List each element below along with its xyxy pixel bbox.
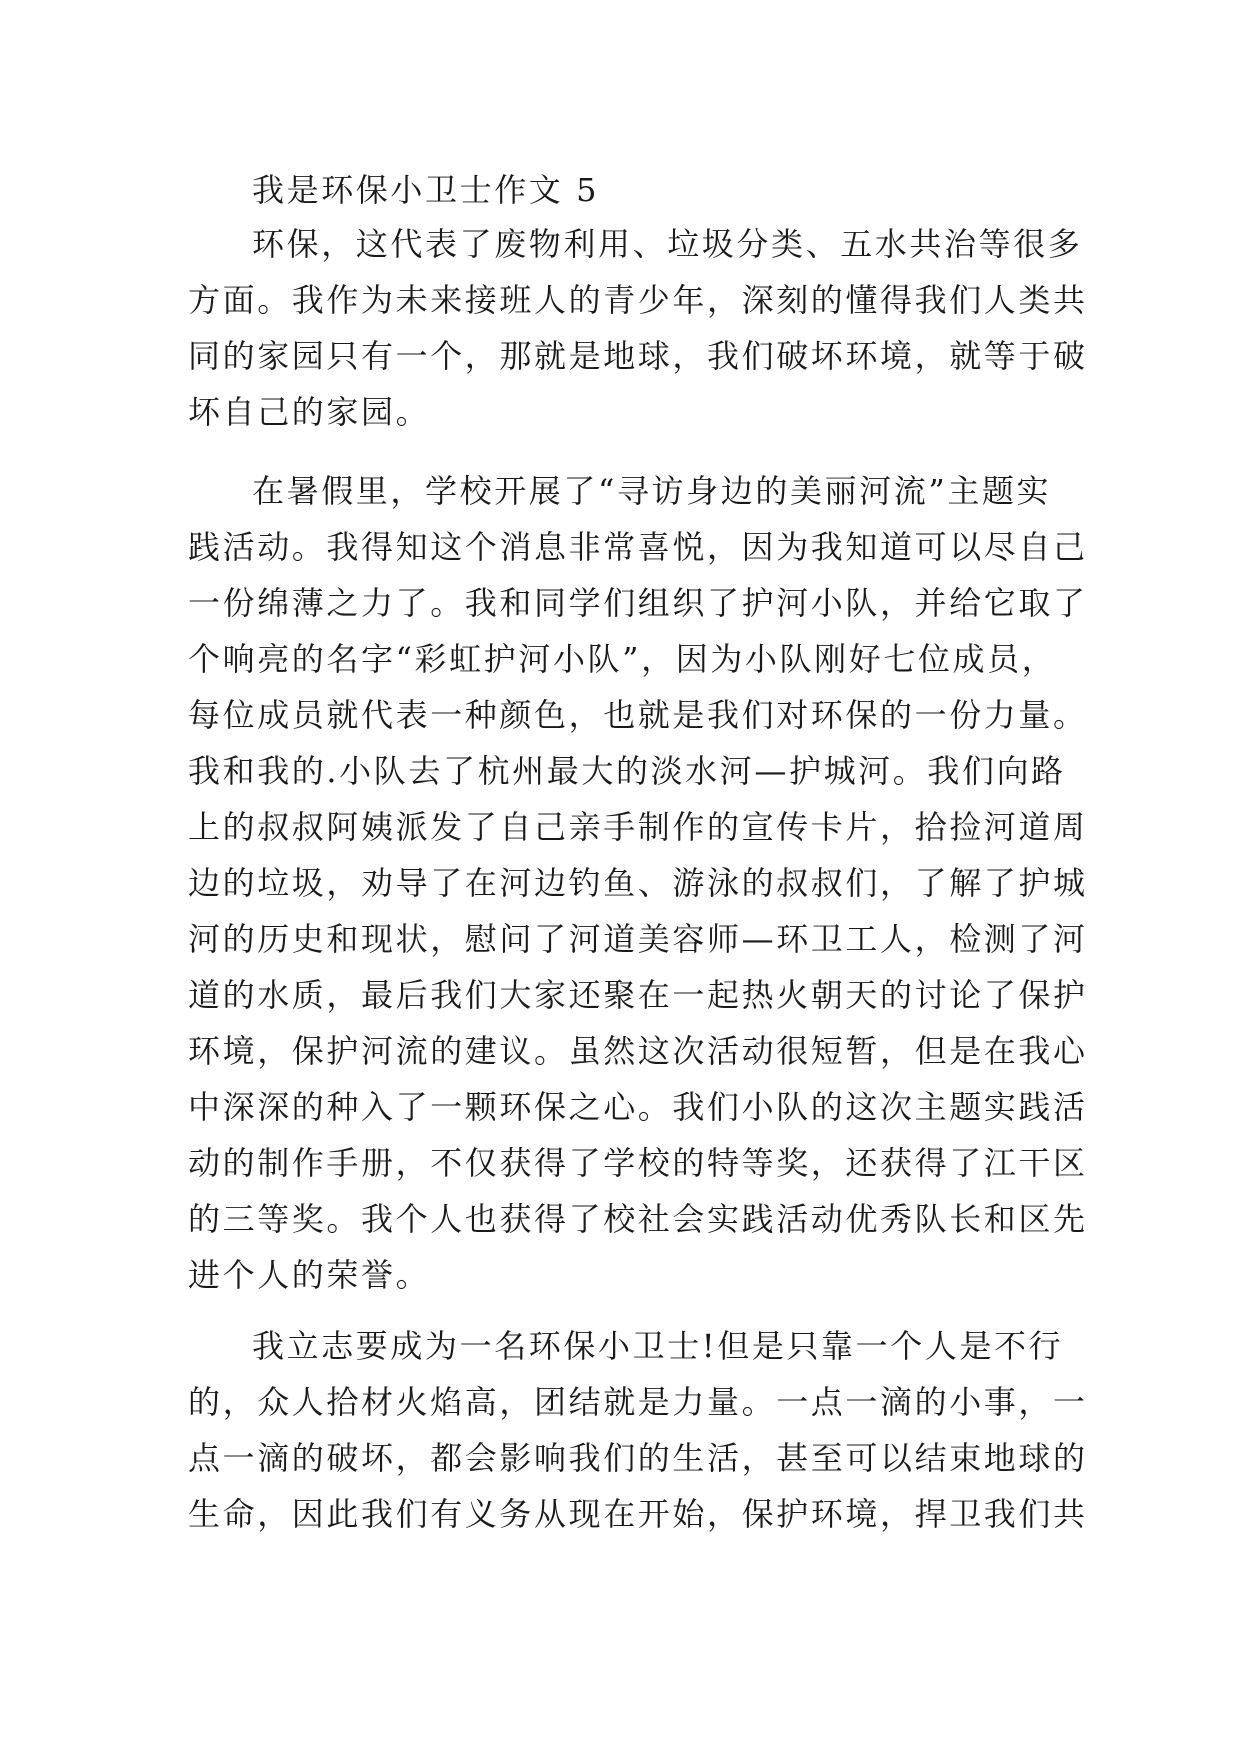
paragraph-line: 上的叔叔阿姨派发了自己亲手制作的宣传卡片，拾捡河道周 xyxy=(188,808,1088,846)
paragraph-line: 道的水质，最后我们大家还聚在一起热火朝天的讨论了保护 xyxy=(188,976,1088,1014)
paragraph-line: 生命，因此我们有义务从现在开始，保护环境，捍卫我们共 xyxy=(188,1495,1088,1533)
paragraph-line: 的，众人拾材火焰高，团结就是力量。一点一滴的小事，一 xyxy=(188,1383,1088,1421)
paragraph-line: 中深深的种入了一颗环保之心。我们小队的这次主题实践活 xyxy=(188,1088,1088,1126)
paragraph-line: 河的历史和现状，慰问了河道美容师—环卫工人，检测了河 xyxy=(188,920,1088,958)
paragraph-line: 进个人的荣誉。 xyxy=(188,1256,431,1294)
paragraph-line: 我立志要成为一名环保小卫士!但是只靠一个人是不行 xyxy=(252,1327,1064,1365)
paragraph-line: 环保，这代表了废物利用、垃圾分类、五水共治等很多 xyxy=(252,225,1083,263)
paragraph-line: 践活动。我得知这个消息非常喜悦，因为我知道可以尽自己 xyxy=(188,528,1088,566)
paragraph-line: 个响亮的名字“彩虹护河小队”，因为小队刚好七位成员， xyxy=(188,640,1057,678)
paragraph-line: 在暑假里，学校开展了“寻访身边的美丽河流”主题实 xyxy=(252,472,1052,510)
paragraph-line: 每位成员就代表一种颜色，也就是我们对环保的一份力量。 xyxy=(188,696,1088,734)
paragraph-3 xyxy=(188,1318,1088,1542)
paragraph-2 xyxy=(188,463,1088,1303)
paragraph-line: 的三等奖。我个人也获得了校社会实践活动优秀队长和区先 xyxy=(188,1200,1088,1238)
document-title: 我是环保小卫士作文 5 xyxy=(252,171,600,209)
paragraph-line: 我和我的.小队去了杭州最大的淡水河—护城河。我们向路 xyxy=(188,752,1066,790)
paragraph-line: 方面。我作为未来接班人的青少年，深刻的懂得我们人类共 xyxy=(188,281,1088,319)
paragraph-line: 同的家园只有一个，那就是地球，我们破坏环境，就等于破 xyxy=(188,337,1088,375)
paragraph-line: 动的制作手册，不仅获得了学校的特等奖，还获得了江干区 xyxy=(188,1144,1088,1182)
paragraph-line: 边的垃圾，劝导了在河边钓鱼、游泳的叔叔们，了解了护城 xyxy=(188,864,1088,902)
paragraph-line: 坏自己的家园。 xyxy=(188,393,431,431)
paragraph-line: 一份绵薄之力了。我和同学们组织了护河小队，并给它取了 xyxy=(188,584,1088,622)
paragraph-line: 环境，保护河流的建议。虽然这次活动很短暂，但是在我心 xyxy=(188,1032,1088,1070)
paragraph-1 xyxy=(188,216,1088,440)
paragraph-line: 点一滴的破坏，都会影响我们的生活，甚至可以结束地球的 xyxy=(188,1439,1088,1477)
